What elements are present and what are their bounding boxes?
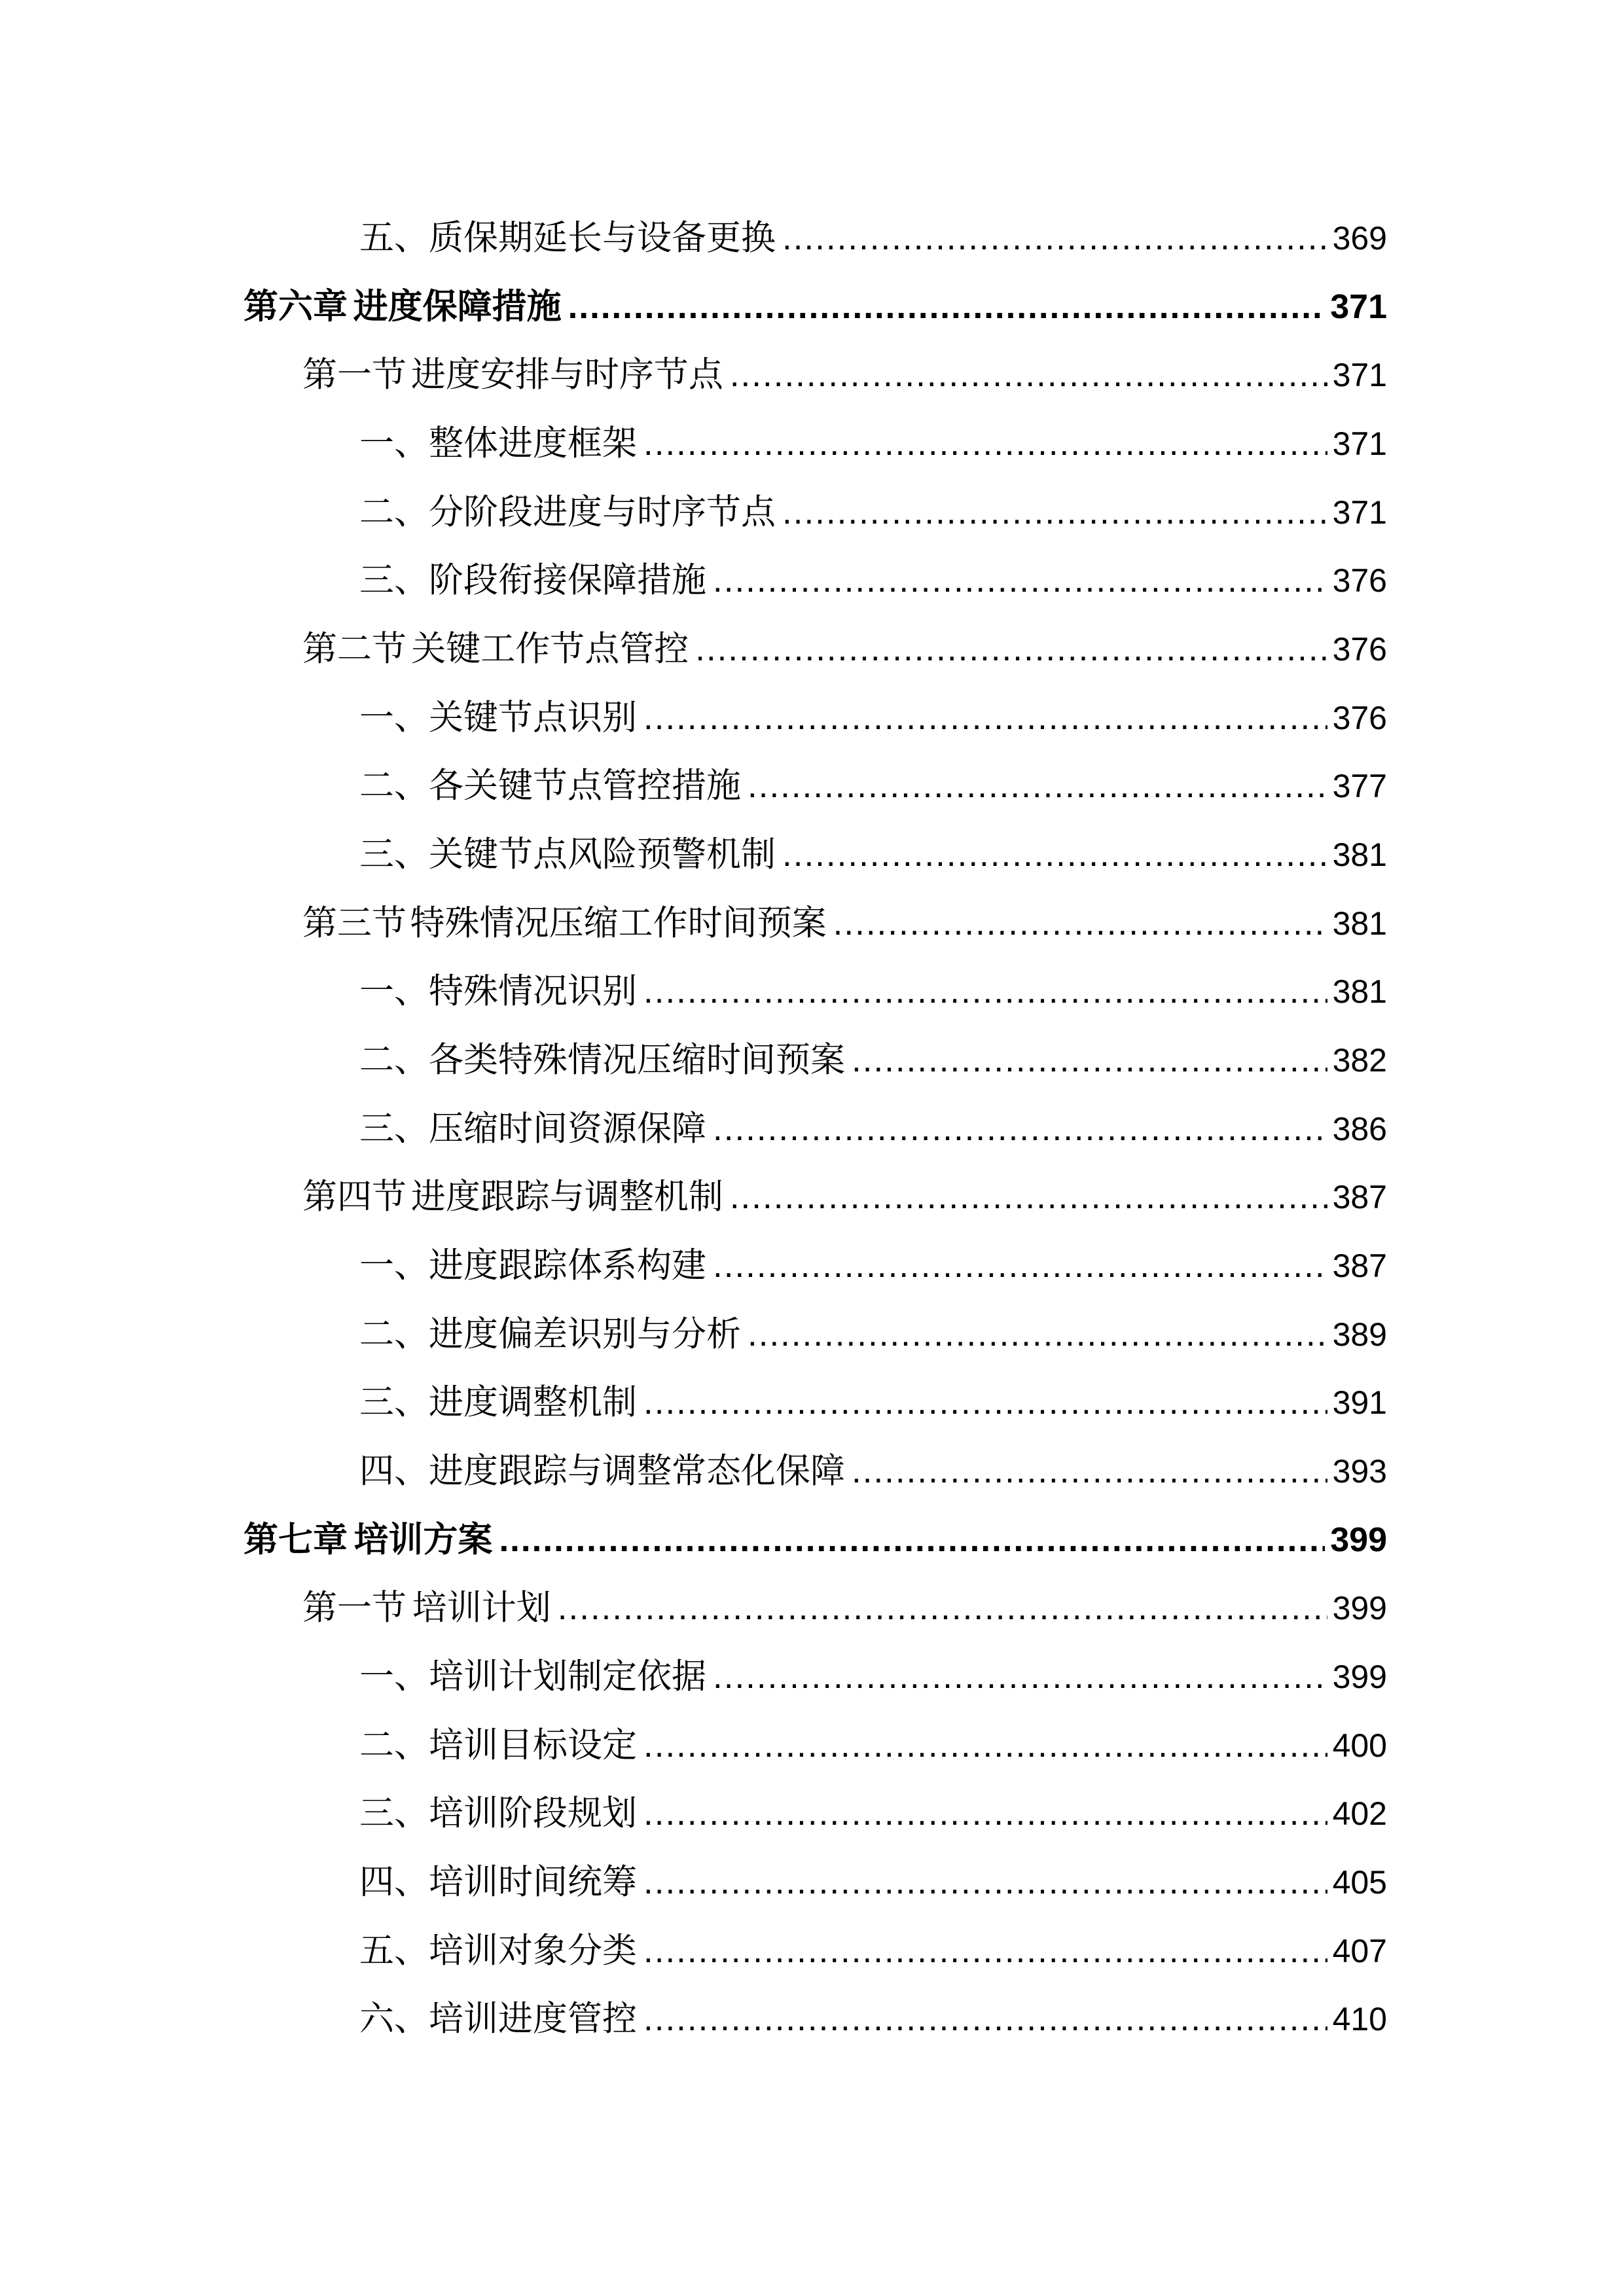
toc-entry-number: 四、 bbox=[359, 1862, 429, 1902]
toc-entry-title: 培训进度管控 bbox=[429, 1999, 637, 2039]
toc-chapter[interactable] bbox=[244, 1509, 1387, 1571]
toc-entry-title: 各类特殊情况压缩时间预案 bbox=[429, 1040, 845, 1080]
toc-entry-number: 三、 bbox=[359, 1793, 429, 1833]
dot-leader bbox=[782, 207, 1327, 270]
dot-leader bbox=[643, 960, 1327, 1023]
toc-chapter-page: 399 bbox=[1330, 1521, 1387, 1559]
toc-entry[interactable] bbox=[359, 1988, 1387, 2051]
toc-entry[interactable] bbox=[359, 549, 1387, 612]
dot-leader bbox=[643, 1851, 1327, 1914]
toc-entry[interactable] bbox=[359, 207, 1387, 270]
dot-leader bbox=[713, 549, 1327, 612]
toc-section-title: 培训计划 bbox=[412, 1588, 551, 1628]
toc-entry-number: 三、 bbox=[359, 560, 429, 600]
dot-leader bbox=[643, 1714, 1327, 1777]
dot-leader bbox=[748, 755, 1327, 817]
toc-entry-title: 进度偏差识别与分析 bbox=[429, 1314, 741, 1354]
toc-entry-page: 371 bbox=[1332, 425, 1387, 462]
toc-section-page: 371 bbox=[1332, 357, 1387, 393]
toc-entry-title: 阶段衔接保障措施 bbox=[429, 560, 706, 600]
toc-entry-page: 389 bbox=[1332, 1316, 1387, 1353]
toc-section-number: 第一节 bbox=[302, 1588, 406, 1628]
toc-entry-title: 培训对象分类 bbox=[429, 1931, 637, 1971]
toc-section-title: 进度安排与时序节点 bbox=[410, 355, 723, 395]
toc-entry-page: 399 bbox=[1332, 1659, 1387, 1695]
toc-section[interactable] bbox=[302, 892, 1387, 955]
dot-leader bbox=[643, 1782, 1327, 1845]
dot-leader bbox=[852, 1440, 1327, 1503]
toc-section-title: 关键工作节点管控 bbox=[411, 629, 689, 669]
toc-entry[interactable] bbox=[359, 1098, 1387, 1160]
dot-leader bbox=[730, 344, 1327, 406]
toc-section[interactable] bbox=[302, 1577, 1387, 1640]
toc-entry[interactable] bbox=[359, 481, 1387, 544]
toc-chapter-title: 进度保障措施 bbox=[353, 287, 562, 327]
toc-section-page: 387 bbox=[1332, 1179, 1387, 1215]
toc-entry-number: 六、 bbox=[359, 1999, 429, 2039]
toc-entry-title: 质保期延长与设备更换 bbox=[429, 218, 776, 258]
dot-leader bbox=[782, 823, 1327, 886]
dot-leader bbox=[748, 1303, 1327, 1366]
dot-leader bbox=[643, 687, 1327, 749]
toc-entry-number: 一、 bbox=[359, 423, 429, 463]
toc-entry-title: 培训目标设定 bbox=[429, 1725, 637, 1765]
toc-entry[interactable] bbox=[359, 412, 1387, 475]
toc-entry-page: 381 bbox=[1332, 973, 1387, 1010]
toc-entry-title: 培训时间统筹 bbox=[429, 1862, 637, 1902]
dot-leader bbox=[713, 1234, 1327, 1297]
toc-entry-page: 402 bbox=[1332, 1795, 1387, 1832]
toc-entry[interactable] bbox=[359, 1303, 1387, 1366]
toc-entry-number: 二、 bbox=[359, 1040, 429, 1080]
toc-entry-number: 二、 bbox=[359, 1314, 429, 1354]
toc-section[interactable] bbox=[302, 1166, 1387, 1229]
toc-section-number: 第一节 bbox=[302, 355, 406, 395]
toc-entry-number: 一、 bbox=[359, 971, 429, 1011]
toc-entry-page: 393 bbox=[1332, 1453, 1387, 1490]
toc-entry[interactable] bbox=[359, 1782, 1387, 1845]
toc-chapter-number: 第七章 bbox=[244, 1520, 348, 1560]
dot-leader bbox=[730, 1166, 1327, 1229]
dot-leader bbox=[499, 1509, 1325, 1571]
toc-entry[interactable] bbox=[359, 960, 1387, 1023]
toc-section-title: 进度跟踪与调整机制 bbox=[410, 1177, 723, 1217]
toc-entry[interactable] bbox=[359, 1714, 1387, 1777]
toc-entry-number: 二、 bbox=[359, 492, 429, 532]
toc-entry-title: 培训阶段规划 bbox=[429, 1793, 637, 1833]
toc-entry-number: 一、 bbox=[359, 1657, 429, 1696]
toc-section-page: 376 bbox=[1332, 631, 1387, 668]
toc-entry-title: 关键节点识别 bbox=[429, 698, 637, 738]
toc-entry[interactable] bbox=[359, 1234, 1387, 1297]
toc-chapter-number: 第六章 bbox=[244, 287, 348, 327]
toc-entry[interactable] bbox=[359, 755, 1387, 817]
toc-entry-number: 二、 bbox=[359, 766, 429, 806]
dot-leader bbox=[558, 1577, 1327, 1640]
dot-leader bbox=[782, 481, 1327, 544]
toc-entry[interactable] bbox=[359, 1645, 1387, 1708]
toc-entry-page: 381 bbox=[1332, 836, 1387, 873]
toc-section[interactable] bbox=[302, 344, 1387, 406]
toc-entry-title: 进度跟踪与调整常态化保障 bbox=[429, 1451, 845, 1491]
toc-entry-page: 376 bbox=[1332, 562, 1387, 599]
dot-leader bbox=[852, 1029, 1327, 1092]
toc-entry-title: 各关键节点管控措施 bbox=[429, 766, 741, 806]
toc-entry-page: 391 bbox=[1332, 1384, 1387, 1421]
toc-entry[interactable] bbox=[359, 1371, 1387, 1434]
dot-leader bbox=[833, 892, 1327, 955]
toc-chapter-page: 371 bbox=[1330, 288, 1387, 326]
toc-entry-title: 培训计划制定依据 bbox=[429, 1657, 706, 1696]
dot-leader bbox=[713, 1645, 1327, 1708]
toc-entry-page: 386 bbox=[1332, 1111, 1387, 1147]
dot-leader bbox=[643, 1988, 1327, 2051]
dot-leader bbox=[643, 412, 1327, 475]
toc-entry-number: 五、 bbox=[359, 218, 429, 258]
toc-entry[interactable] bbox=[359, 1920, 1387, 1982]
dot-leader bbox=[643, 1371, 1327, 1434]
toc-entry-title: 进度跟踪体系构建 bbox=[429, 1246, 706, 1285]
toc-chapter-title: 培训方案 bbox=[353, 1520, 493, 1560]
toc-entry[interactable] bbox=[359, 823, 1387, 886]
toc-section-number: 第三节 bbox=[302, 903, 406, 943]
toc-section[interactable] bbox=[302, 618, 1387, 681]
toc-entry-page: 400 bbox=[1332, 1727, 1387, 1764]
toc-entry-title: 进度调整机制 bbox=[429, 1382, 637, 1422]
toc-entry-page: 371 bbox=[1332, 494, 1387, 531]
toc-section-number: 第二节 bbox=[302, 629, 406, 669]
toc-entry-page: 407 bbox=[1332, 1933, 1387, 1969]
toc-entry-number: 三、 bbox=[359, 1382, 429, 1422]
toc-entry-number: 一、 bbox=[359, 698, 429, 738]
toc-chapter[interactable] bbox=[244, 276, 1387, 338]
toc-entry-page: 410 bbox=[1332, 2001, 1387, 2037]
toc-entry-page: 382 bbox=[1332, 1042, 1387, 1079]
dot-leader bbox=[643, 1920, 1327, 1982]
toc-entry[interactable] bbox=[359, 687, 1387, 749]
dot-leader bbox=[568, 276, 1326, 338]
toc-entry[interactable] bbox=[359, 1029, 1387, 1092]
toc-section-number: 第四节 bbox=[302, 1177, 406, 1217]
toc-entry-title: 整体进度框架 bbox=[429, 423, 637, 463]
toc-entry-number: 三、 bbox=[359, 834, 429, 874]
toc-entry-number: 二、 bbox=[359, 1725, 429, 1765]
toc-entry-number: 五、 bbox=[359, 1931, 429, 1971]
toc-entry-title: 关键节点风险预警机制 bbox=[429, 834, 776, 874]
dot-leader bbox=[695, 618, 1327, 681]
toc-entry-number: 三、 bbox=[359, 1109, 429, 1149]
toc-entry-title: 压缩时间资源保障 bbox=[429, 1109, 706, 1149]
toc-section-page: 381 bbox=[1332, 905, 1387, 942]
toc-entry-page: 405 bbox=[1332, 1864, 1387, 1901]
dot-leader bbox=[713, 1098, 1327, 1160]
toc-entry[interactable] bbox=[359, 1851, 1387, 1914]
toc-entry-title: 特殊情况识别 bbox=[429, 971, 637, 1011]
toc-entry[interactable] bbox=[359, 1440, 1387, 1503]
toc-entry-page: 376 bbox=[1332, 700, 1387, 736]
toc-entry-page: 387 bbox=[1332, 1247, 1387, 1284]
toc-entry-title: 分阶段进度与时序节点 bbox=[429, 492, 776, 532]
toc-entry-number: 一、 bbox=[359, 1246, 429, 1285]
toc-section-title: 特殊情况压缩工作时间预案 bbox=[410, 903, 827, 943]
toc-entry-number: 四、 bbox=[359, 1451, 429, 1491]
toc-entry-page: 377 bbox=[1332, 768, 1387, 804]
toc-section-page: 399 bbox=[1332, 1590, 1387, 1626]
toc-entry-page: 369 bbox=[1332, 220, 1387, 257]
